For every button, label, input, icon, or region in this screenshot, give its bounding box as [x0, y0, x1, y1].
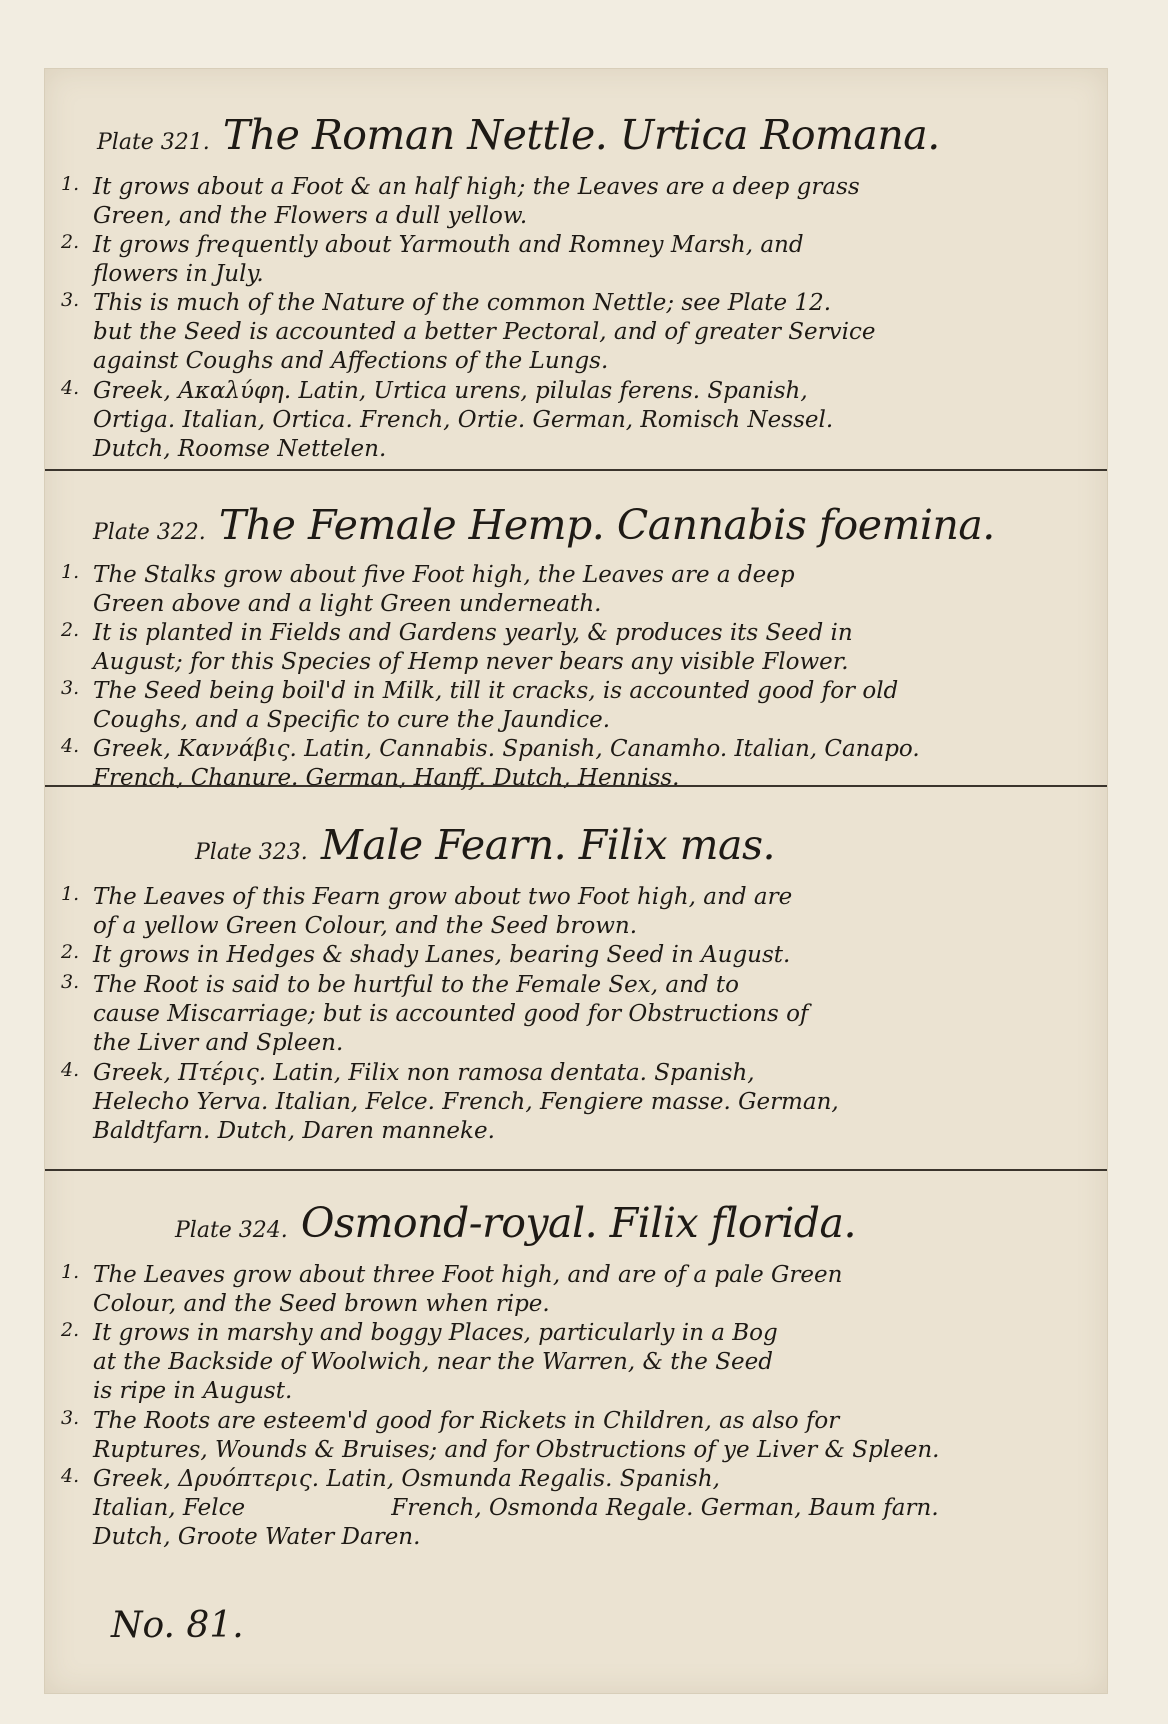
- entry-text: Greek, Πτέρις. Latin, Filix non ramosa dentata. Spanish, Helecho Yerva. Italian, Felce. French, Fengiere masse. German, Baldtfarn. Dutch, Daren manneke.: [93, 1060, 839, 1144]
- entry-text: It grows in Hedges & shady Lanes, bearing Seed in August.: [93, 942, 791, 968]
- entry-text: It is planted in Fields and Gardens yearly, & produces its Seed in August; for this Species of Hemp never bears any visible Flower.: [93, 620, 853, 675]
- plate-sheet-number: No. 81.: [111, 1605, 244, 1646]
- entry-number: 2.: [61, 231, 80, 253]
- entry-number: 2.: [61, 619, 80, 641]
- entry-text: Greek, Ακαλύφη. Latin, Urtica urens, pilulas ferens. Spanish, Ortiga. Italian, Ortica. French, Ortie. German, Romisch Nessel. Dutch, Roomse Nettelen.: [93, 378, 834, 462]
- section-divider: [45, 469, 1107, 471]
- entry-number: 2.: [61, 1319, 80, 1341]
- engraved-plate: [44, 68, 1108, 1694]
- entry-number: 1.: [61, 1261, 80, 1283]
- entry-text: It grows frequently about Yarmouth and Romney Marsh, and flowers in July.: [93, 232, 804, 287]
- entry-text: The Roots are esteem'd good for Rickets in Children, as also for Ruptures, Wounds & Bruises; and for Obstructions of ye Liver & Spleen.: [93, 1408, 940, 1463]
- plate-number: Plate 323.: [195, 840, 308, 865]
- plant-title: Osmond-royal. Filix florida.: [300, 1199, 857, 1247]
- section-divider: [45, 785, 1107, 787]
- entry-number: 1.: [61, 561, 80, 583]
- plate-number: Plate 321.: [97, 130, 210, 155]
- entry-text: Greek, Καννάβις. Latin, Cannabis. Spanish, Canamho. Italian, Canapo. French, Chanure. German, Hanff. Dutch, Henniss.: [93, 736, 920, 791]
- plant-title: The Roman Nettle. Urtica Romana.: [222, 111, 940, 159]
- entry-number: 4.: [61, 377, 80, 399]
- entry-text: The Leaves of this Fearn grow about two Foot high, and are of a yellow Green Colour, and the Seed brown.: [93, 884, 793, 939]
- entry-text: It grows in marshy and boggy Places, particularly in a Bog at the Backside of Woolwich, near the Warren, & the Seed is ripe in August.: [93, 1320, 778, 1404]
- entry-number: 4.: [61, 1465, 80, 1487]
- plate-number: Plate 324.: [175, 1218, 288, 1243]
- entry-number: 3.: [61, 677, 80, 699]
- entry-number: 4.: [61, 1059, 80, 1081]
- entry-text: The Root is said to be hurtful to the Female Sex, and to cause Miscarriage; but is accounted good for Obstructions of the Liver and Spleen.: [93, 972, 809, 1056]
- entry-number: 3.: [61, 971, 80, 993]
- section-heading: [97, 111, 940, 159]
- entry-number: 1.: [61, 173, 80, 195]
- section-divider: [45, 1169, 1107, 1171]
- entry-text: Greek, Δρυόπτερις. Latin, Osmunda Regalis. Spanish, Italian, Felce French, Osmonda Regale. German, Baum farn. Dutch, Groote Water Daren.: [93, 1466, 939, 1550]
- entry-number: 3.: [61, 289, 80, 311]
- entry-text: The Stalks grow about five Foot high, the Leaves are a deep Green above and a light Green underneath.: [93, 562, 795, 617]
- entry-text: It grows about a Foot & an half high; the Leaves are a deep grass Green, and the Flowers a dull yellow.: [93, 174, 860, 229]
- entry-text: This is much of the Nature of the common Nettle; see Plate 12. but the Seed is accounted a better Pectoral, and of greater Service against Coughs and Affections of the Lungs.: [93, 290, 876, 374]
- entry-number: 2.: [61, 941, 80, 963]
- entry-number: 1.: [61, 883, 80, 905]
- plant-title: Male Fearn. Filix mas.: [320, 821, 776, 869]
- section-heading: [93, 501, 995, 549]
- entry-text: The Leaves grow about three Foot high, and are of a pale Green Colour, and the Seed brown when ripe.: [93, 1262, 843, 1317]
- section-heading: [175, 1199, 856, 1247]
- entry-number: 4.: [61, 735, 80, 757]
- section-heading: [195, 821, 775, 869]
- plant-title: The Female Hemp. Cannabis foemina.: [218, 501, 995, 549]
- plate-number: Plate 322.: [93, 520, 206, 545]
- entry-text: The Seed being boil'd in Milk, till it cracks, is accounted good for old Coughs, and a Specific to cure the Jaundice.: [93, 678, 899, 733]
- entry-number: 3.: [61, 1407, 80, 1429]
